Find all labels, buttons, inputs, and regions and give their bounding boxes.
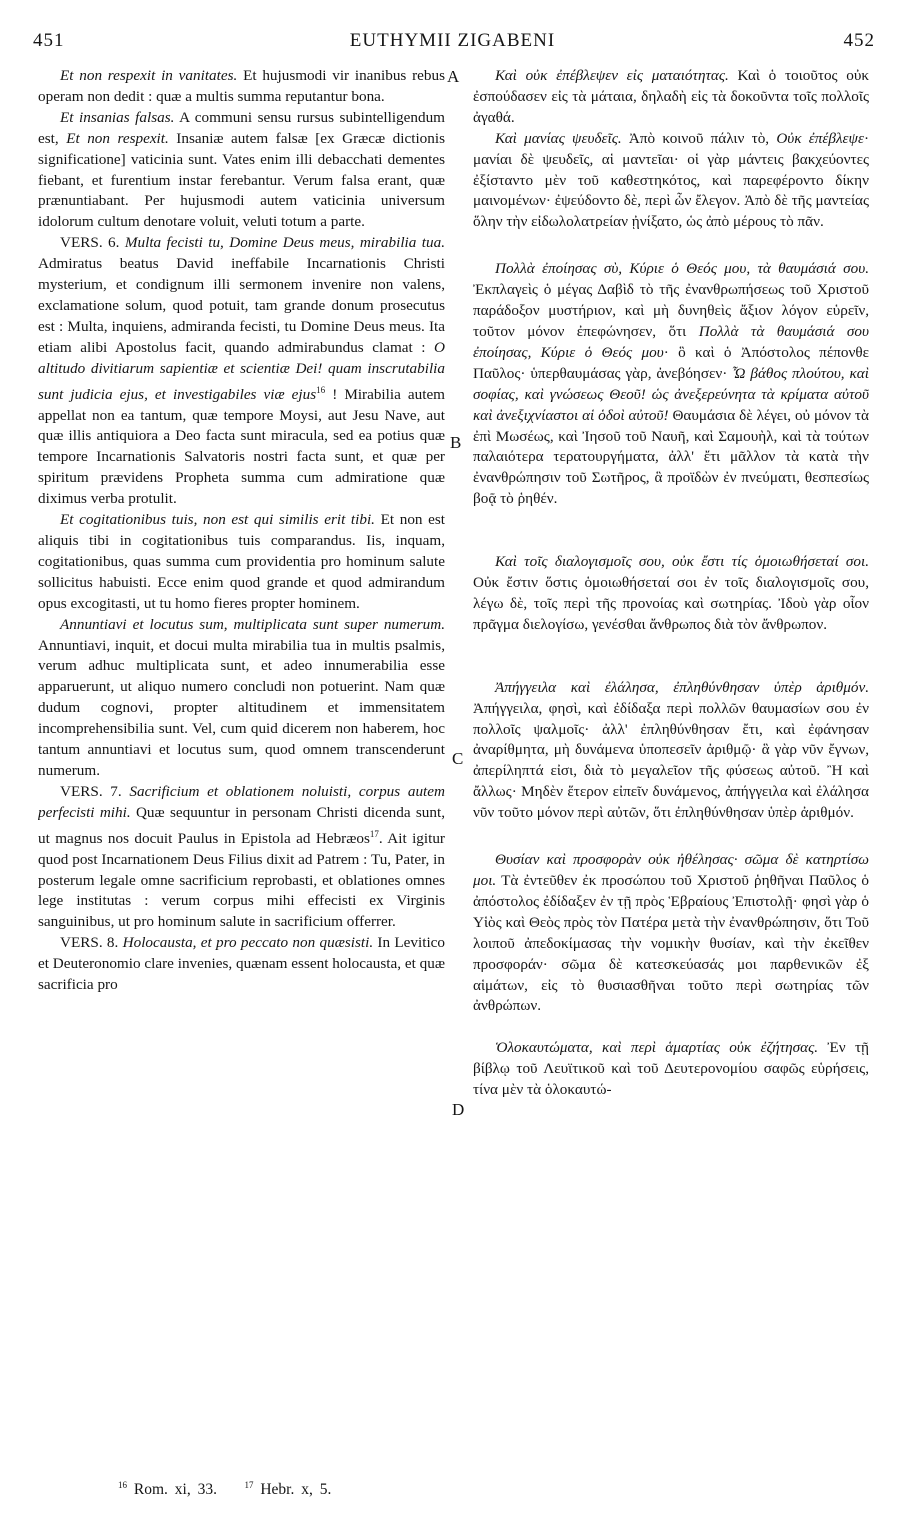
margin-marker-c: C xyxy=(452,749,464,768)
greek-column xyxy=(473,66,869,1460)
latin-paragraph xyxy=(38,933,445,996)
greek-paragraph xyxy=(473,552,869,636)
commentary: Et hujusmodi vir inanibus rebus operam non dedit : quæ a multis summa reputantur bona. xyxy=(38,67,445,105)
commentary: A communi sensu rursus subintelligendum est, xyxy=(38,108,445,147)
commentary: · ὃ καὶ ὁ Ἀπόστολος πέπονθε Παῦλος· ὑπερθαυμάσας γὰρ, ἀνεβόησεν· xyxy=(473,343,869,382)
latin-column xyxy=(38,66,445,1460)
commentary: Annuntiavi, inquit, et docui multa mirabilia tua in multis psalmis, verum adhuc multiplicata sunt, et adeo innumerabilia esse apparuerunt, ut aliquo numero concludi non potuerint. Nam quæ dudum cognovi, propter altitudinem et immensitatem incomprehensibilia sunt. Vel, cum quid dicerem non haberem, hoc tantum annuntiavi et locutus sum, quod omnem transcenderunt numerum. xyxy=(38,636,445,779)
footnote-mark: 17 xyxy=(244,1480,254,1490)
verse-label: VERS. 8. xyxy=(60,934,119,952)
lemma: Καὶ οὐκ ἐπέβλεψεν εἰς ματαιότητας. xyxy=(495,67,729,84)
running-header xyxy=(0,30,905,60)
commentary: Insaniæ autem falsæ [ex Græcæ dictionis significatione] vaticinia sunt. Vates enim illi debacchati dementes fiebant, et furentium instar ferebantur. Verum falsa erant, quæ prænuntiabant. Per hujusmodi autem vaticinia universum idolorum cultum denotare voluit, veluti totum a parte. xyxy=(38,129,445,231)
greek-paragraph xyxy=(473,1038,869,1101)
footnote-text: Rom. xi, 33. xyxy=(127,1481,217,1499)
commentary: Ἐκπλαγεὶς ὁ μέγας Δαβὶδ τὸ τῆς ἐνανθρωπήσεως τοῦ Χριστοῦ παράδοξον μυστήριον, καὶ μὴ δυνηθεὶς ἄξιον λόγον εὑρεῖν, τοῦτον μόνον ἐπεφώνησεν, ὅτι xyxy=(473,281,869,340)
footnote-mark: 16 xyxy=(118,1480,127,1490)
commentary: ! Mirabilia autem appellat non ea tantum, quæ tempore Moysi, aut Jesu Nave, aut quæ illis antiquiora a Deo facta sunt miracula, sed ea potius quæ tempore Incarnationis Salvatoris nostri facta sunt, et quæ per spiritum prævidens Propheta summa cum admiratione quæ diximus verba protulit. xyxy=(38,385,445,508)
greek-paragraph xyxy=(473,850,869,1017)
lemma: Annuntiavi et locutus sum, multiplicata sunt super numerum. xyxy=(60,615,445,633)
lemma: Θυσίαν καὶ προσφορὰν οὐκ ἠθέλησας· σῶμα δὲ κατηρτίσω μοι. xyxy=(473,851,869,889)
commentary: Ἐν τῇ βίβλῳ τοῦ Λευϊτικοῦ καὶ τοῦ Δευτερονομίου σαφῶς εὑρήσεις, τίνα μὲν τὰ ὁλοκαυτώ- xyxy=(473,1039,869,1099)
quotation: O altitudo divitiarum sapientiæ et scientiæ Dei! quam inscrutabilia sunt judicia ejus, et investigabiles viæ ejus xyxy=(38,338,445,403)
commentary: Admiratus beatus David ineffabile Incarnationis Christi mysterium, et condignum illi sermonem invenire non valens, exclamatione solum, quod potuit, tam grande donum prosecutus est : Multa, inquiens, admiranda fecisti, tu Domine Deus meus. Ita etiam alibi Apostolus facit, quando admirabundus clamat : xyxy=(38,255,445,356)
margin-marker-d: D xyxy=(452,1100,465,1119)
verse-label: VERS. 6. xyxy=(60,234,120,252)
lemma: Πολλὰ ἐποίησας σὺ, Κύριε ὁ Θεός μου, τὰ θαυμάσιά σου. xyxy=(495,260,869,278)
lemma: Πολλὰ τὰ θαυμάσιά σου ἐποίησας, Κύριε ὁ Θεός μου xyxy=(473,322,869,361)
footnotes xyxy=(118,1480,331,1499)
commentary: Et non est aliquis tibi in cogitationibus tuis comparandus. Iis, inquam, cogitationibus, quas summa cum providentia pro hominum salute sollicitus habuisti. Ecce enim quod grande et quod admirandum opus excogitasti, ut tu homo fieres propter hominem. xyxy=(38,511,445,612)
lemma: Ἀπήγγειλα καὶ ἐλάλησα, ἐπληθύνθησαν ὑπὲρ ἀριθμόν. xyxy=(495,678,869,696)
latin-paragraph xyxy=(38,782,445,933)
lemma: Sacrificium et oblationem noluisti, corpus autem perfecisti mihi. xyxy=(38,782,445,821)
greek-paragraph xyxy=(473,678,869,824)
greek-paragraph xyxy=(473,259,869,510)
lemma: Et non respexit in vanitates. xyxy=(60,67,238,84)
margin-marker-b: B xyxy=(450,433,462,452)
latin-paragraph xyxy=(38,66,445,108)
lemma: Et cogitationibus tuis, non est qui similis erit tibi. xyxy=(60,511,375,529)
commentary: Θαυμάσια δὲ λέγει, οὐ μόνον τὰ ἐπὶ Μωσέως, καὶ Ἰησοῦ τοῦ Ναυῆ, καὶ Σαμουὴλ, καὶ τὰ τούτων παλαιότερα τερατουργήματα, ἀλλ' ἔτι μᾶλλον τὰ κατὰ τὴν ἐνανθρώπησιν τοῦ Σωτῆρος, ἃ προϊδὼν ἐν πνεύματι, θεσπεσίως βοᾷ τὸ ῥηθέν. xyxy=(473,406,869,508)
commentary: In Levitico et Deuteronomio clare invenies, quænam essent holocausta, et quæ sacrificia pro xyxy=(38,934,445,994)
lemma: Οὐκ ἐπέβλεψε xyxy=(776,129,864,147)
lemma: Et insanias falsas. xyxy=(60,108,175,126)
quotation: Ὦ βάθος πλούτου, καὶ σοφίας, καὶ γνώσεως Θεοῦ! ὡς ἀνεξερεύνητα τὰ κρίματα αὐτοῦ καὶ ἀνεξιχνίαστοι αἱ ὁδοὶ αὐτοῦ! xyxy=(473,364,869,424)
latin-paragraph xyxy=(38,233,445,510)
commentary: · μανίαι δὲ ψευδεῖς, αἱ μαντεῖαι· οἱ γὰρ μάντεις βακχεύοντες ἐξίσταντο μὲν τοῦ καθεστηκότος, καὶ παρεφέροντο δίκην μαινομένων· ἐψεύδοντο δὲ, περὶ ὧν ἔλεγον. Ἀπὸ δὲ τῆς μαντείας ὅλην τὴν εἰδωλολατρείαν ᾐνίξατο, ὡς ἀπὸ μέρους τὸ πᾶν. xyxy=(473,129,869,231)
commentary: Οὐκ ἔστιν ὅστις ὁμοιωθήσεταί σοι ἐν τοῖς διαλογισμοῖς σου, λέγω δὲ, τοῖς περὶ τῆς προνοίας καὶ σωτηρίας. Ἰδοὺ γὰρ οἷον πρᾶγμα διελογίσω, γενέσθαι ἄνθρωπος διὰ τὸν ἄνθρωπον. xyxy=(473,574,869,633)
lemma: Et non respexit. xyxy=(66,129,169,147)
latin-paragraph xyxy=(38,615,445,782)
lemma: Καὶ τοῖς διαλογισμοῖς σου, οὐκ ἔστι τίς ὁμοιωθήσεταί σοι. xyxy=(495,553,869,571)
running-title: EUTHYMII ZIGABENI xyxy=(349,30,556,51)
greek-paragraph xyxy=(473,66,869,129)
verse-label: VERS. 7. xyxy=(60,782,122,800)
commentary: Τὰ ἐντεῦθεν ἐκ προσώπου τοῦ Χριστοῦ ῥηθῆναι Παῦλος ὁ ἀπόστολος ἐδίδαξεν ἐν τῇ πρὸς Ἑβραίους Ἐπιστολῇ· φησὶ γὰρ ὁ Υἱὸς καὶ Θεὸς πρὸς τὸν Πατέρα μετὰ τὴν ἐνανθρώπησιν, ὅτι Τοῦ λοιποῦ ἀπεδοκίμασας τὴν νομικὴν θυσίαν, καὶ τὴν ἐκεῖθεν προσφοράν· σῶμα δὲ κατεσκεύασάς μοι παρθενικῶν ἐξ αἱμάτων, εἰς τὸ θυσιασθῆναι τοῦτο περὶ σωτηρίας τῶν ἀνθρώπων. xyxy=(473,872,869,1015)
margin-marker-a: A xyxy=(447,67,460,86)
commentary: Quæ sequuntur in personam Christi dicenda sunt, ut magnus nos docuit Paulus in Epistola ad Hebræos xyxy=(38,803,445,847)
greek-paragraph xyxy=(473,129,869,234)
lemma: Holocausta, et pro peccato non quæsisti. xyxy=(118,934,374,952)
lemma: Multa fecisti tu, Domine Deus meus, mirabilia tua. xyxy=(119,234,445,252)
footnote-text: Hebr. x, 5. xyxy=(253,1481,332,1499)
footnote-ref: 16 xyxy=(316,384,326,395)
page-number-left: 451 xyxy=(33,30,65,51)
commentary: Ἀπήγγειλα, φησὶ, καὶ ἐδίδαξα περὶ πολλῶν θαυμασίων σου ἐν πολλοῖς ψαλμοῖς· ἀλλ' ἐπληθύνθησαν ἔτι, καὶ ἐφάνησαν ἀναρίθμητα, μὴ δυνάμενα ὑποπεσεῖν ἀριθμῷ· ἃ γὰρ νῦν ἔγνων, ἀπερίληπτά εἰσι, διὰ τὸ μεγαλεῖον τῆς φύσεως αὐτοῦ. Ἢ καὶ ἄλλως· Μηδὲν ἕτερον εἰπεῖν δυνάμενος, ἀπήγγειλα καὶ ἐλάλησα νῦν τοῦτο μόνον περὶ αὐτῶν, ὅτι ἐπληθύνθησαν ὑπὲρ ἀριθμόν. xyxy=(473,699,869,822)
latin-paragraph xyxy=(38,510,445,615)
footnote-ref: 17 xyxy=(369,828,379,839)
lemma: Καὶ μανίας ψευδεῖς. xyxy=(495,129,622,147)
commentary: Καὶ ὁ τοιοῦτος οὐκ ἐσπούδασεν εἰς τὰ μάταια, δηλαδὴ εἰς τὰ δοκοῦντα τοῖς πολλοῖς ἀγαθά. xyxy=(473,67,869,126)
page-number-right: 452 xyxy=(843,30,875,51)
latin-paragraph xyxy=(38,108,445,233)
lemma: Ὁλοκαυτώματα, καὶ περὶ ἁμαρτίας οὐκ ἐζήτησας. xyxy=(495,1039,819,1057)
commentary: Ἀπὸ κοινοῦ πάλιν τὸ, xyxy=(621,129,777,147)
commentary: . Ait igitur quod post Incarnationem Deus Filius dixit ad Patrem : Tu, Pater, in posterum legale omne sacrificium reprobasti, et oblationes omnes lege institutas : verum corpus mihi effecisti ex Virginis sanguinibus, ut pro hominum salute in sacrificium offerrer. xyxy=(38,829,445,931)
